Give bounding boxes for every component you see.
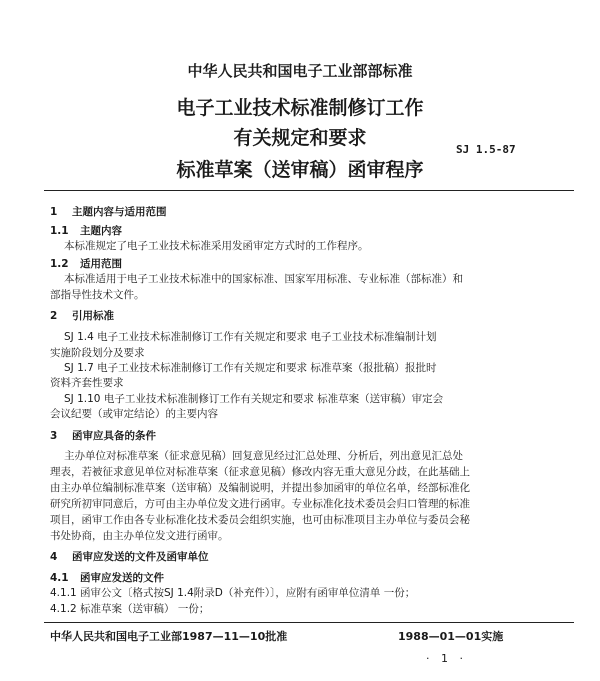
reference-1-line-1: SJ 1.4 电子工业技术标准制修订工作有关规定和要求 电子工业技术标准编制计划 — [64, 331, 437, 343]
clause-4-1-2 — [50, 601, 209, 616]
document-number: SJ 1.5-87 — [456, 143, 516, 156]
clause-4-1-1 — [50, 585, 415, 600]
title-line-3: 标准草案（送审稿）函审程序 — [176, 159, 424, 181]
title-line-2: 有关规定和要求 — [233, 127, 367, 149]
section-1-1-heading — [50, 223, 122, 238]
section-title: 主题内容 — [80, 225, 122, 237]
section-1-2-text-line-2: 部指导性技术文件。 — [50, 289, 145, 301]
section-number: 4.1 — [50, 572, 69, 584]
reference-2-line-2: 资料齐套性要求 — [50, 377, 124, 389]
section-3-text-line-3: 由主办单位编制标准草案（送审稿）及编制说明，并提出参加函审的单位名单，经部标准化 — [50, 482, 470, 494]
page-number: · 1 · — [426, 652, 467, 665]
section-title: 函审应发送的文件及函审单位 — [72, 551, 209, 563]
reference-2-line-1: SJ 1.7 电子工业技术标准制修订工作有关规定和要求 标准草案（报批稿）报批时 — [64, 362, 437, 374]
reference-3-line-2: 会议纪要（或审定结论）的主要内容 — [50, 408, 218, 420]
clause-text: 函审公文〔格式按SJ 1.4附录D（补充件）〕，应附有函审单位清单 一份； — [80, 587, 416, 599]
clause-number: 4.1.2 — [50, 603, 77, 615]
section-1-2-text-line-1: 本标准适用于电子工业技术标准中的国家标准、国家军用标准、专业标准（部标准）和 — [64, 273, 463, 285]
section-3-text-line-4: 研究所初审同意后，方可由主办单位发文进行函审。专业标准化技术委员会归口管理的标准 — [50, 498, 470, 510]
section-1-2-heading — [50, 256, 122, 271]
reference-1-line-2: 实施阶段划分及要求 — [50, 347, 145, 359]
header-divider — [44, 190, 574, 191]
section-1-heading — [50, 204, 167, 219]
section-4-1-heading — [50, 570, 164, 585]
title-line-1: 电子工业技术标准制修订工作 — [176, 97, 424, 119]
clause-number: 4.1.1 — [50, 587, 77, 599]
section-number: 1.2 — [50, 258, 69, 270]
section-number: 2 — [50, 310, 58, 322]
issuing-authority: 中华人民共和国电子工业部部标准 — [187, 62, 413, 80]
section-title: 适用范围 — [80, 258, 122, 270]
section-title: 主题内容与适用范围 — [72, 206, 167, 218]
approval-date: 中华人民共和国电子工业部1987—11—10批准 — [50, 630, 288, 643]
section-number: 1.1 — [50, 225, 69, 237]
section-title: 引用标准 — [72, 310, 114, 322]
section-1-1-text: 本标准规定了电子工业技术标准采用发函审定方式时的工作程序。 — [64, 240, 369, 252]
effective-date: 1988—01—01实施 — [398, 630, 504, 643]
section-title: 函审应具备的条件 — [72, 430, 156, 442]
section-3-text-line-2: 理表，若被征求意见单位对标准草案（征求意见稿）修改内容无重大意见分歧，在此基础上 — [50, 466, 470, 478]
section-number: 1 — [50, 206, 58, 218]
footer-divider — [44, 622, 574, 623]
clause-text: 标准草案（送审稿） 一份； — [80, 603, 210, 615]
section-title: 函审应发送的文件 — [80, 572, 164, 584]
section-2-heading — [50, 308, 114, 323]
section-3-text-line-5: 项目，函审工作由各专业标准化技术委员会组织实施，也可由标准项目主办单位与委员会秘 — [50, 514, 470, 526]
section-3-heading — [50, 428, 156, 443]
section-4-heading — [50, 549, 209, 564]
section-number: 3 — [50, 430, 58, 442]
section-number: 4 — [50, 551, 58, 563]
section-3-text-line-1: 主办单位对标准草案（征求意见稿）回复意见经过汇总处理、分析后，列出意见汇总处 — [64, 450, 463, 462]
section-3-text-line-6: 书处协商，由主办单位发文进行函审。 — [50, 530, 229, 542]
reference-3-line-1: SJ 1.10 电子工业技术标准制修订工作有关规定和要求 标准草案（送审稿）审定会 — [64, 393, 444, 405]
